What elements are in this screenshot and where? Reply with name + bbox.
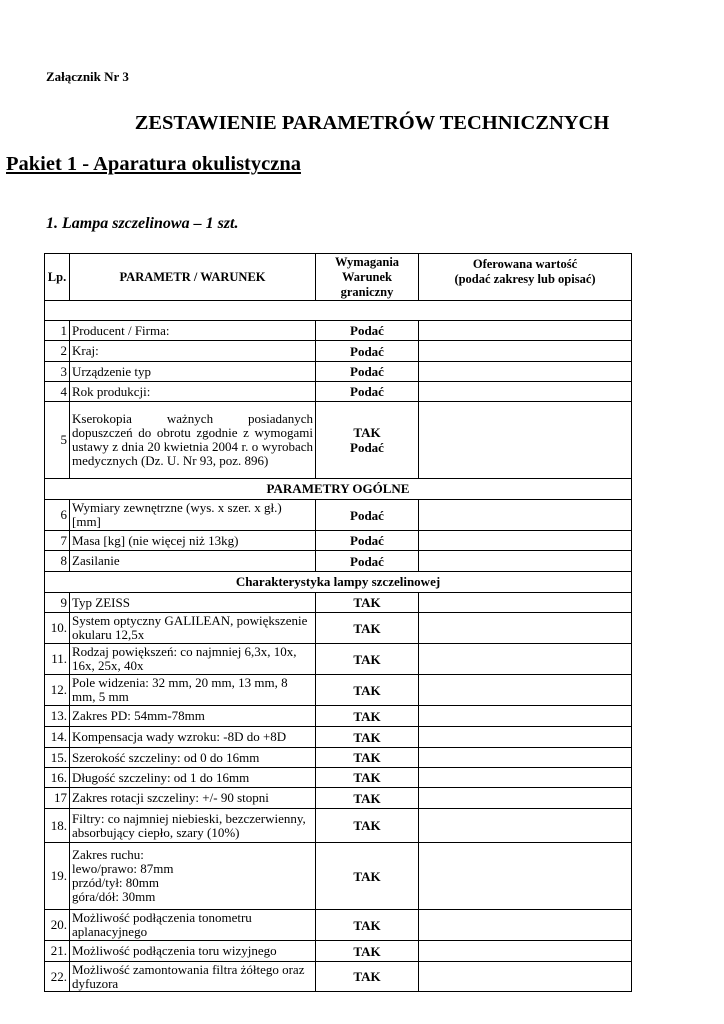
requirement-value: TAK (316, 727, 419, 748)
offered-value-cell[interactable] (419, 809, 632, 843)
table-row (45, 402, 632, 479)
table-row (45, 962, 632, 992)
offered-value-cell[interactable] (419, 362, 632, 382)
row-number: 21. (45, 941, 70, 962)
requirement-value: TAK (316, 748, 419, 768)
parameter-description: Kraj: (70, 341, 316, 362)
row-number: 9 (45, 593, 70, 613)
row-number: 4 (45, 382, 70, 402)
row-number: 12. (45, 675, 70, 706)
requirement-value: Podać (316, 362, 419, 382)
row-number: 6 (45, 500, 70, 531)
parameter-description: Kompensacja wady wzroku: -8D do +8D (70, 727, 316, 748)
parameter-description: Możliwość podłączenia toru wizyjnego (70, 941, 316, 962)
parameter-description: Rodzaj powiększeń: co najmniej 6,3x, 10x, 16x, 25x, 40x (70, 644, 316, 675)
requirement-value: TAK (316, 768, 419, 788)
requirement-value: TAK (316, 644, 419, 675)
parameters-table (44, 253, 632, 992)
parameter-description: Długość szczeliny: od 1 do 16mm (70, 768, 316, 788)
parameter-description: Rok produkcji: (70, 382, 316, 402)
item-heading: 1. Lampa szczelinowa – 1 szt. (46, 215, 239, 232)
offered-value-cell[interactable] (419, 551, 632, 572)
section-heading: Charakterystyka lampy szczelinowej (45, 572, 632, 593)
table-row (45, 910, 632, 941)
offered-value-cell[interactable] (419, 910, 632, 941)
row-number: 20. (45, 910, 70, 941)
row-number: 15. (45, 748, 70, 768)
row-number: 16. (45, 768, 70, 788)
row-number: 17 (45, 788, 70, 809)
requirement-value: TAK (316, 613, 419, 644)
offered-value-cell[interactable] (419, 402, 632, 479)
parameter-description: Zakres ruchu: lewo/prawo: 87mm przód/tył: 80mm góra/dół: 30mm (70, 843, 316, 910)
requirement-value: TAK (316, 910, 419, 941)
parameter-description: Urządzenie typ (70, 362, 316, 382)
offered-value-cell[interactable] (419, 768, 632, 788)
table-header-row (45, 254, 632, 301)
parameter-description: Możliwość podłączenia tonometru aplanacyjnego (70, 910, 316, 941)
requirement-value: TAK (316, 788, 419, 809)
table-row (45, 362, 632, 382)
offered-value-cell[interactable] (419, 613, 632, 644)
requirement-value: TAK Podać (316, 402, 419, 479)
table-row (45, 593, 632, 613)
table-row (45, 748, 632, 768)
table-row (45, 788, 632, 809)
offered-value-cell[interactable] (419, 382, 632, 402)
header-parameter: PARAMETR / WARUNEK (70, 254, 316, 301)
offered-value-cell[interactable] (419, 962, 632, 992)
row-number: 3 (45, 362, 70, 382)
table-row (45, 531, 632, 551)
table-row (45, 768, 632, 788)
row-number: 22. (45, 962, 70, 992)
row-number: 2 (45, 341, 70, 362)
parameter-description: Producent / Firma: (70, 321, 316, 341)
parameter-description: Szerokość szczeliny: od 0 do 16mm (70, 748, 316, 768)
offered-value-cell[interactable] (419, 321, 632, 341)
requirement-value: TAK (316, 941, 419, 962)
offered-value-cell[interactable] (419, 531, 632, 551)
row-number: 19. (45, 843, 70, 910)
parameter-description: Pole widzenia: 32 mm, 20 mm, 13 mm, 8 mm, 5 mm (70, 675, 316, 706)
requirement-value: Podać (316, 500, 419, 531)
parameter-description: System optyczny GALILEAN, powiększenie okularu 12,5x (70, 613, 316, 644)
table-row (45, 941, 632, 962)
requirement-value: TAK (316, 809, 419, 843)
row-number: 11. (45, 644, 70, 675)
requirement-value: Podać (316, 551, 419, 572)
parameter-description: Zakres rotacji szczeliny: +/- 90 stopni (70, 788, 316, 809)
table-row (45, 727, 632, 748)
parameter-description: Masa [kg] (nie więcej niż 13kg) (70, 531, 316, 551)
row-number: 18. (45, 809, 70, 843)
requirement-value: Podać (316, 321, 419, 341)
row-number: 14. (45, 727, 70, 748)
annex-label: Załącznik Nr 3 (46, 69, 129, 84)
header-offered-value: Oferowana wartość (podać zakresy lub opisać) (419, 254, 632, 301)
table-row (45, 843, 632, 910)
offered-value-cell[interactable] (419, 706, 632, 727)
offered-value-cell[interactable] (419, 341, 632, 362)
table-row (45, 613, 632, 644)
row-number: 13. (45, 706, 70, 727)
section-row (45, 479, 632, 500)
parameter-description: Typ ZEISS (70, 593, 316, 613)
requirement-value: TAK (316, 962, 419, 992)
table-row (45, 809, 632, 843)
table-row (45, 706, 632, 727)
offered-value-cell[interactable] (419, 593, 632, 613)
table-row (45, 341, 632, 362)
table-row (45, 321, 632, 341)
parameter-description: Możliwość zamontowania filtra żółtego oraz dyfuzora (70, 962, 316, 992)
section-row (45, 572, 632, 593)
requirement-value: Podać (316, 531, 419, 551)
requirement-value: TAK (316, 706, 419, 727)
header-lp: Lp. (45, 254, 70, 301)
offered-value-cell[interactable] (419, 843, 632, 910)
table-row (45, 382, 632, 402)
spacer-row (45, 301, 632, 321)
offered-value-cell[interactable] (419, 644, 632, 675)
offered-value-cell[interactable] (419, 788, 632, 809)
requirement-value: TAK (316, 593, 419, 613)
parameter-description: Kserokopia ważnych posiadanych dopuszczeń do obrotu zgodnie z wymogami ustawy z dnia 20 kwietnia 2004 r. o wyrobach medycznych (Dz. U. Nr 93, poz. 896) (70, 402, 316, 479)
parameter-description: Filtry: co najmniej niebieski, bezczerwienny, absorbujący ciepło, szary (10%) (70, 809, 316, 843)
parameter-description: Wymiary zewnętrzne (wys. x szer. x gł.) [mm] (70, 500, 316, 531)
table-row (45, 644, 632, 675)
table-row (45, 675, 632, 706)
document-title: ZESTAWIENIE PARAMETRÓW TECHNICZNYCH (134, 112, 610, 134)
section-heading: PARAMETRY OGÓLNE (45, 479, 632, 500)
parameter-description: Zasilanie (70, 551, 316, 572)
offered-value-cell[interactable] (419, 500, 632, 531)
requirement-value: Podać (316, 382, 419, 402)
requirement-value: TAK (316, 843, 419, 910)
requirement-value: Podać (316, 341, 419, 362)
table-row (45, 551, 632, 572)
row-number: 5 (45, 402, 70, 479)
row-number: 10. (45, 613, 70, 644)
row-number: 8 (45, 551, 70, 572)
parameter-description: Zakres PD: 54mm-78mm (70, 706, 316, 727)
header-requirement: Wymagania Warunek graniczny (316, 254, 419, 301)
table-row (45, 500, 632, 531)
offered-value-cell[interactable] (419, 748, 632, 768)
package-heading: Pakiet 1 - Aparatura okulistyczna (6, 153, 301, 175)
offered-value-cell[interactable] (419, 941, 632, 962)
row-number: 7 (45, 531, 70, 551)
offered-value-cell[interactable] (419, 675, 632, 706)
offered-value-cell[interactable] (419, 727, 632, 748)
row-number: 1 (45, 321, 70, 341)
requirement-value: TAK (316, 675, 419, 706)
